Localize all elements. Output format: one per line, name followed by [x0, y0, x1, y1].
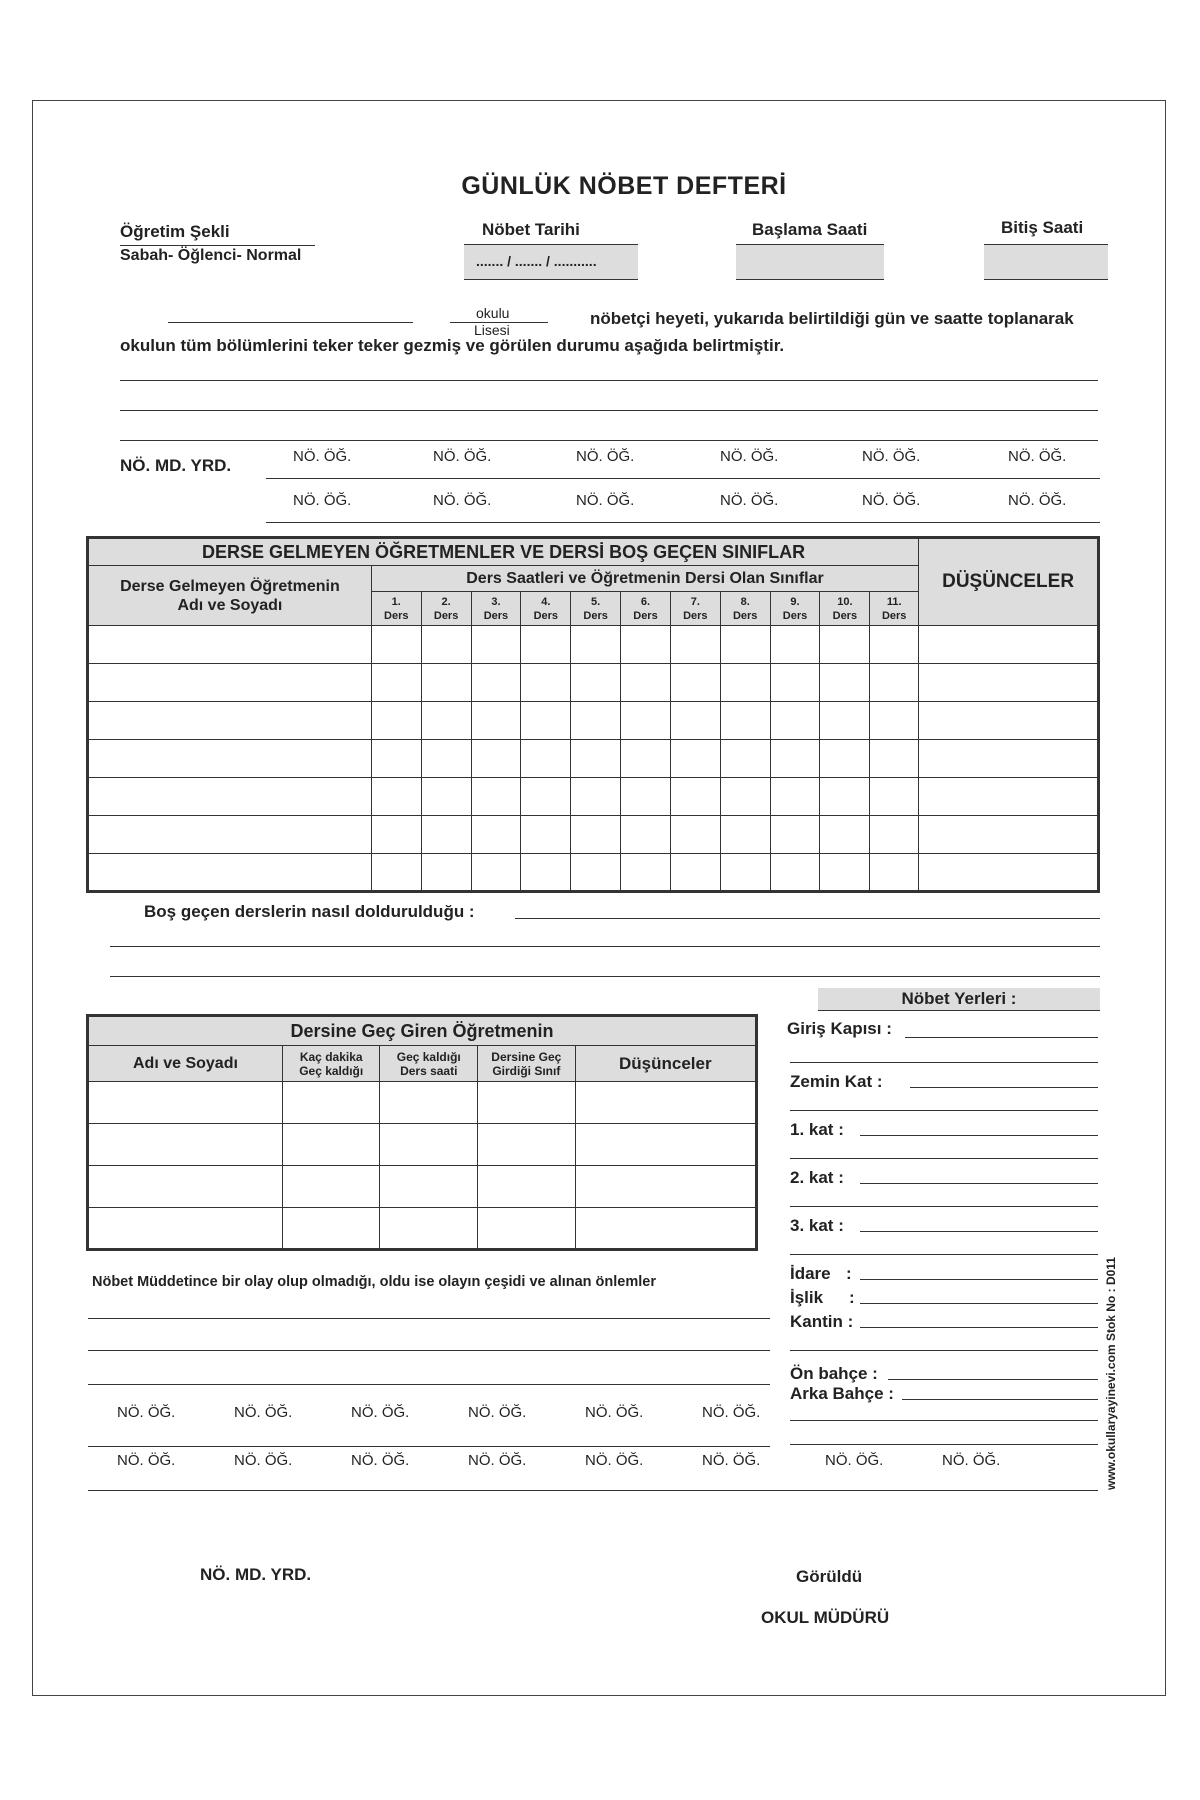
table-row[interactable]: [88, 854, 1099, 892]
hour-number: 3.: [491, 595, 501, 608]
nog-label: NÖ. ÖĞ.: [234, 1452, 293, 1469]
nobet-yerleri-title: Nöbet Yerleri :: [818, 988, 1100, 1011]
hour-header: [870, 592, 919, 626]
table2-thoughts-header: Düşünceler: [575, 1046, 756, 1082]
absent-teachers-table: [86, 536, 1100, 893]
hour-number: 9.: [790, 595, 800, 608]
table1-hours-header: Ders Saatleri ve Öğretmenin Dersi Olan Sınıflar: [371, 566, 918, 592]
name-header-line1: Derse Gelmeyen Öğretmenin: [120, 577, 340, 595]
side-text: www.okullaryayinevi.com Stok No : D011: [1104, 1257, 1118, 1490]
table-row[interactable]: [88, 1082, 757, 1124]
ders-label: Ders: [533, 609, 559, 622]
kac-header-line2: Geç kaldığı: [299, 1063, 364, 1078]
ders-label: Ders: [683, 609, 708, 622]
table-row[interactable]: [88, 778, 1099, 816]
ders-label: Ders: [583, 609, 608, 622]
hour-header: [720, 592, 770, 626]
table1-name-header: [88, 566, 372, 626]
ders-label: Ders: [832, 609, 858, 622]
bitis-field[interactable]: [984, 244, 1108, 280]
ders-label: Ders: [384, 609, 409, 622]
table-row[interactable]: [88, 1124, 757, 1166]
nog-label: NÖ. ÖĞ.: [351, 1452, 410, 1469]
ders-label: Ders: [433, 609, 459, 622]
nog-label: NÖ. ÖĞ.: [585, 1404, 644, 1421]
nog-label: NÖ. ÖĞ.: [702, 1404, 761, 1421]
hour-header: [521, 592, 571, 626]
hour-header: [820, 592, 870, 626]
table-row[interactable]: [88, 740, 1099, 778]
kat2-label: 2. kat :: [790, 1168, 844, 1187]
nog-label: NÖ. ÖĞ.: [433, 448, 492, 465]
footer-goruldu: Görüldü: [796, 1567, 863, 1586]
nog-label: NÖ. ÖĞ.: [576, 492, 635, 509]
name-header-line2: Adı ve Soyadı: [177, 596, 283, 614]
kac-header-line1: Kaç dakika: [299, 1049, 363, 1064]
nog-label: NÖ. ÖĞ.: [1008, 492, 1067, 509]
table2-ders-header: [380, 1046, 478, 1082]
table-row[interactable]: [88, 1208, 757, 1250]
idare-label: İdare: [790, 1264, 831, 1283]
nog-label: NÖ. ÖĞ.: [468, 1452, 527, 1469]
nobet-tarihi-field[interactable]: [464, 244, 638, 280]
hour-number: 4.: [541, 595, 551, 608]
ogretim-label: Öğretim Şekli: [120, 222, 230, 241]
hour-number: 7.: [690, 595, 700, 608]
table2-sinif-header: [478, 1046, 576, 1082]
nog-label: NÖ. ÖĞ.: [825, 1452, 884, 1469]
ders-label: Ders: [633, 609, 658, 622]
sinif-header-line2: Girdiği Sınıf: [492, 1063, 561, 1078]
nog-label: NÖ. ÖĞ.: [234, 1404, 293, 1421]
nog-label: NÖ. ÖĞ.: [117, 1452, 176, 1469]
table-row[interactable]: [88, 1166, 757, 1208]
ders-header-line2: Ders saati: [400, 1063, 458, 1078]
intro-text-1: nöbetçi heyeti, yukarıda belirtildiği gün ve saatte toplanarak: [590, 309, 1074, 328]
nog-label: NÖ. ÖĞ.: [720, 492, 779, 509]
hour-number: 6.: [640, 595, 651, 608]
kantin-label: Kantin :: [790, 1312, 854, 1331]
on-bahce-label: Ön bahçe :: [790, 1364, 878, 1383]
ders-label: Ders: [732, 609, 758, 622]
baslama-field[interactable]: [736, 244, 884, 280]
lisesi-text: Lisesi: [474, 322, 510, 338]
table-row[interactable]: [88, 702, 1099, 740]
md-yrd-label: NÖ. MD. YRD.: [120, 456, 232, 475]
hour-header: [621, 592, 671, 626]
nobet-tarihi-value: ....... / ....... / ...........: [476, 253, 597, 269]
nog-label: NÖ. ÖĞ.: [1008, 448, 1067, 465]
table1-thoughts-header: DÜŞÜNCELER: [919, 538, 1099, 626]
footer-mudur: OKUL MÜDÜRÜ: [761, 1608, 890, 1627]
hour-number: 10.: [837, 595, 853, 608]
nog-label: NÖ. ÖĞ.: [433, 492, 492, 509]
hour-number: 8.: [740, 595, 750, 608]
islik-colon: :: [849, 1288, 855, 1307]
nog-label: NÖ. ÖĞ.: [942, 1452, 1001, 1469]
nog-label: NÖ. ÖĞ.: [117, 1404, 176, 1421]
footer-md-yrd: NÖ. MD. YRD.: [200, 1565, 312, 1584]
hour-header: [670, 592, 720, 626]
bitis-label: Bitiş Saati: [1001, 218, 1084, 237]
kat1-label: 1. kat :: [790, 1120, 844, 1139]
nog-label: NÖ. ÖĞ.: [720, 448, 779, 465]
nog-label: NÖ. ÖĞ.: [351, 1404, 410, 1421]
hour-header: [571, 592, 621, 626]
ders-label: Ders: [782, 609, 808, 622]
kat3-label: 3. kat :: [790, 1216, 844, 1235]
bos-gecen-label: Boş geçen derslerin nasıl doldurulduğu :: [144, 902, 475, 921]
intro-text-2: okulun tüm bölümlerini teker teker gezmiş ve görülen durumu aşağıda belirtmiştir.: [120, 336, 785, 355]
zemin-label: Zemin Kat :: [790, 1072, 883, 1091]
page-title: GÜNLÜK NÖBET DEFTERİ: [461, 172, 787, 200]
sinif-header-line1: Dersine Geç: [491, 1049, 562, 1064]
nog-label: NÖ. ÖĞ.: [293, 448, 352, 465]
hour-header: [770, 592, 820, 626]
ders-label: Ders: [483, 609, 509, 622]
hour-number: 1.: [391, 595, 401, 608]
hour-number: 2.: [441, 595, 451, 608]
giris-label: Giriş Kapısı :: [787, 1019, 892, 1038]
nog-label: NÖ. ÖĞ.: [702, 1452, 761, 1469]
table-row[interactable]: [88, 816, 1099, 854]
nog-label: NÖ. ÖĞ.: [585, 1452, 644, 1469]
table2-title: Dersine Geç Giren Öğretmenin: [88, 1016, 757, 1046]
hour-header: [471, 592, 521, 626]
nobet-tarihi-label: Nöbet Tarihi: [482, 220, 580, 239]
olay-label: Nöbet Müddetince bir olay olup olmadığı, oldu ise olayın çeşidi ve alınan önlemler: [92, 1274, 656, 1290]
table2-name-header: Adı ve Soyadı: [88, 1046, 283, 1082]
table-row[interactable]: [88, 664, 1099, 702]
nog-label: NÖ. ÖĞ.: [468, 1404, 527, 1421]
okulu-text: okulu: [476, 305, 510, 321]
table1-title: DERSE GELMEYEN ÖĞRETMENLER VE DERSİ BOŞ GEÇEN SINIFLAR: [88, 538, 919, 566]
idare-colon: :: [846, 1264, 852, 1283]
hour-number: 5.: [591, 595, 601, 608]
ders-header-line1: Geç kaldığı: [396, 1049, 461, 1064]
hour-header: [371, 592, 421, 626]
islik-label: İşlik: [790, 1288, 824, 1307]
nog-label: NÖ. ÖĞ.: [862, 492, 921, 509]
table-row[interactable]: [88, 626, 1099, 664]
table2-kac-header: [282, 1046, 380, 1082]
baslama-label: Başlama Saati: [752, 220, 868, 239]
nog-label: NÖ. ÖĞ.: [293, 492, 352, 509]
nog-label: NÖ. ÖĞ.: [862, 448, 921, 465]
hour-header: [421, 592, 471, 626]
late-teachers-table: [86, 1014, 758, 1251]
ders-label: Ders: [881, 609, 907, 622]
arka-bahce-label: Arka Bahçe :: [790, 1384, 894, 1403]
hour-number: 11.: [886, 595, 902, 608]
nog-label: NÖ. ÖĞ.: [576, 448, 635, 465]
ogretim-value: Sabah- Öğlenci- Normal: [120, 247, 302, 264]
